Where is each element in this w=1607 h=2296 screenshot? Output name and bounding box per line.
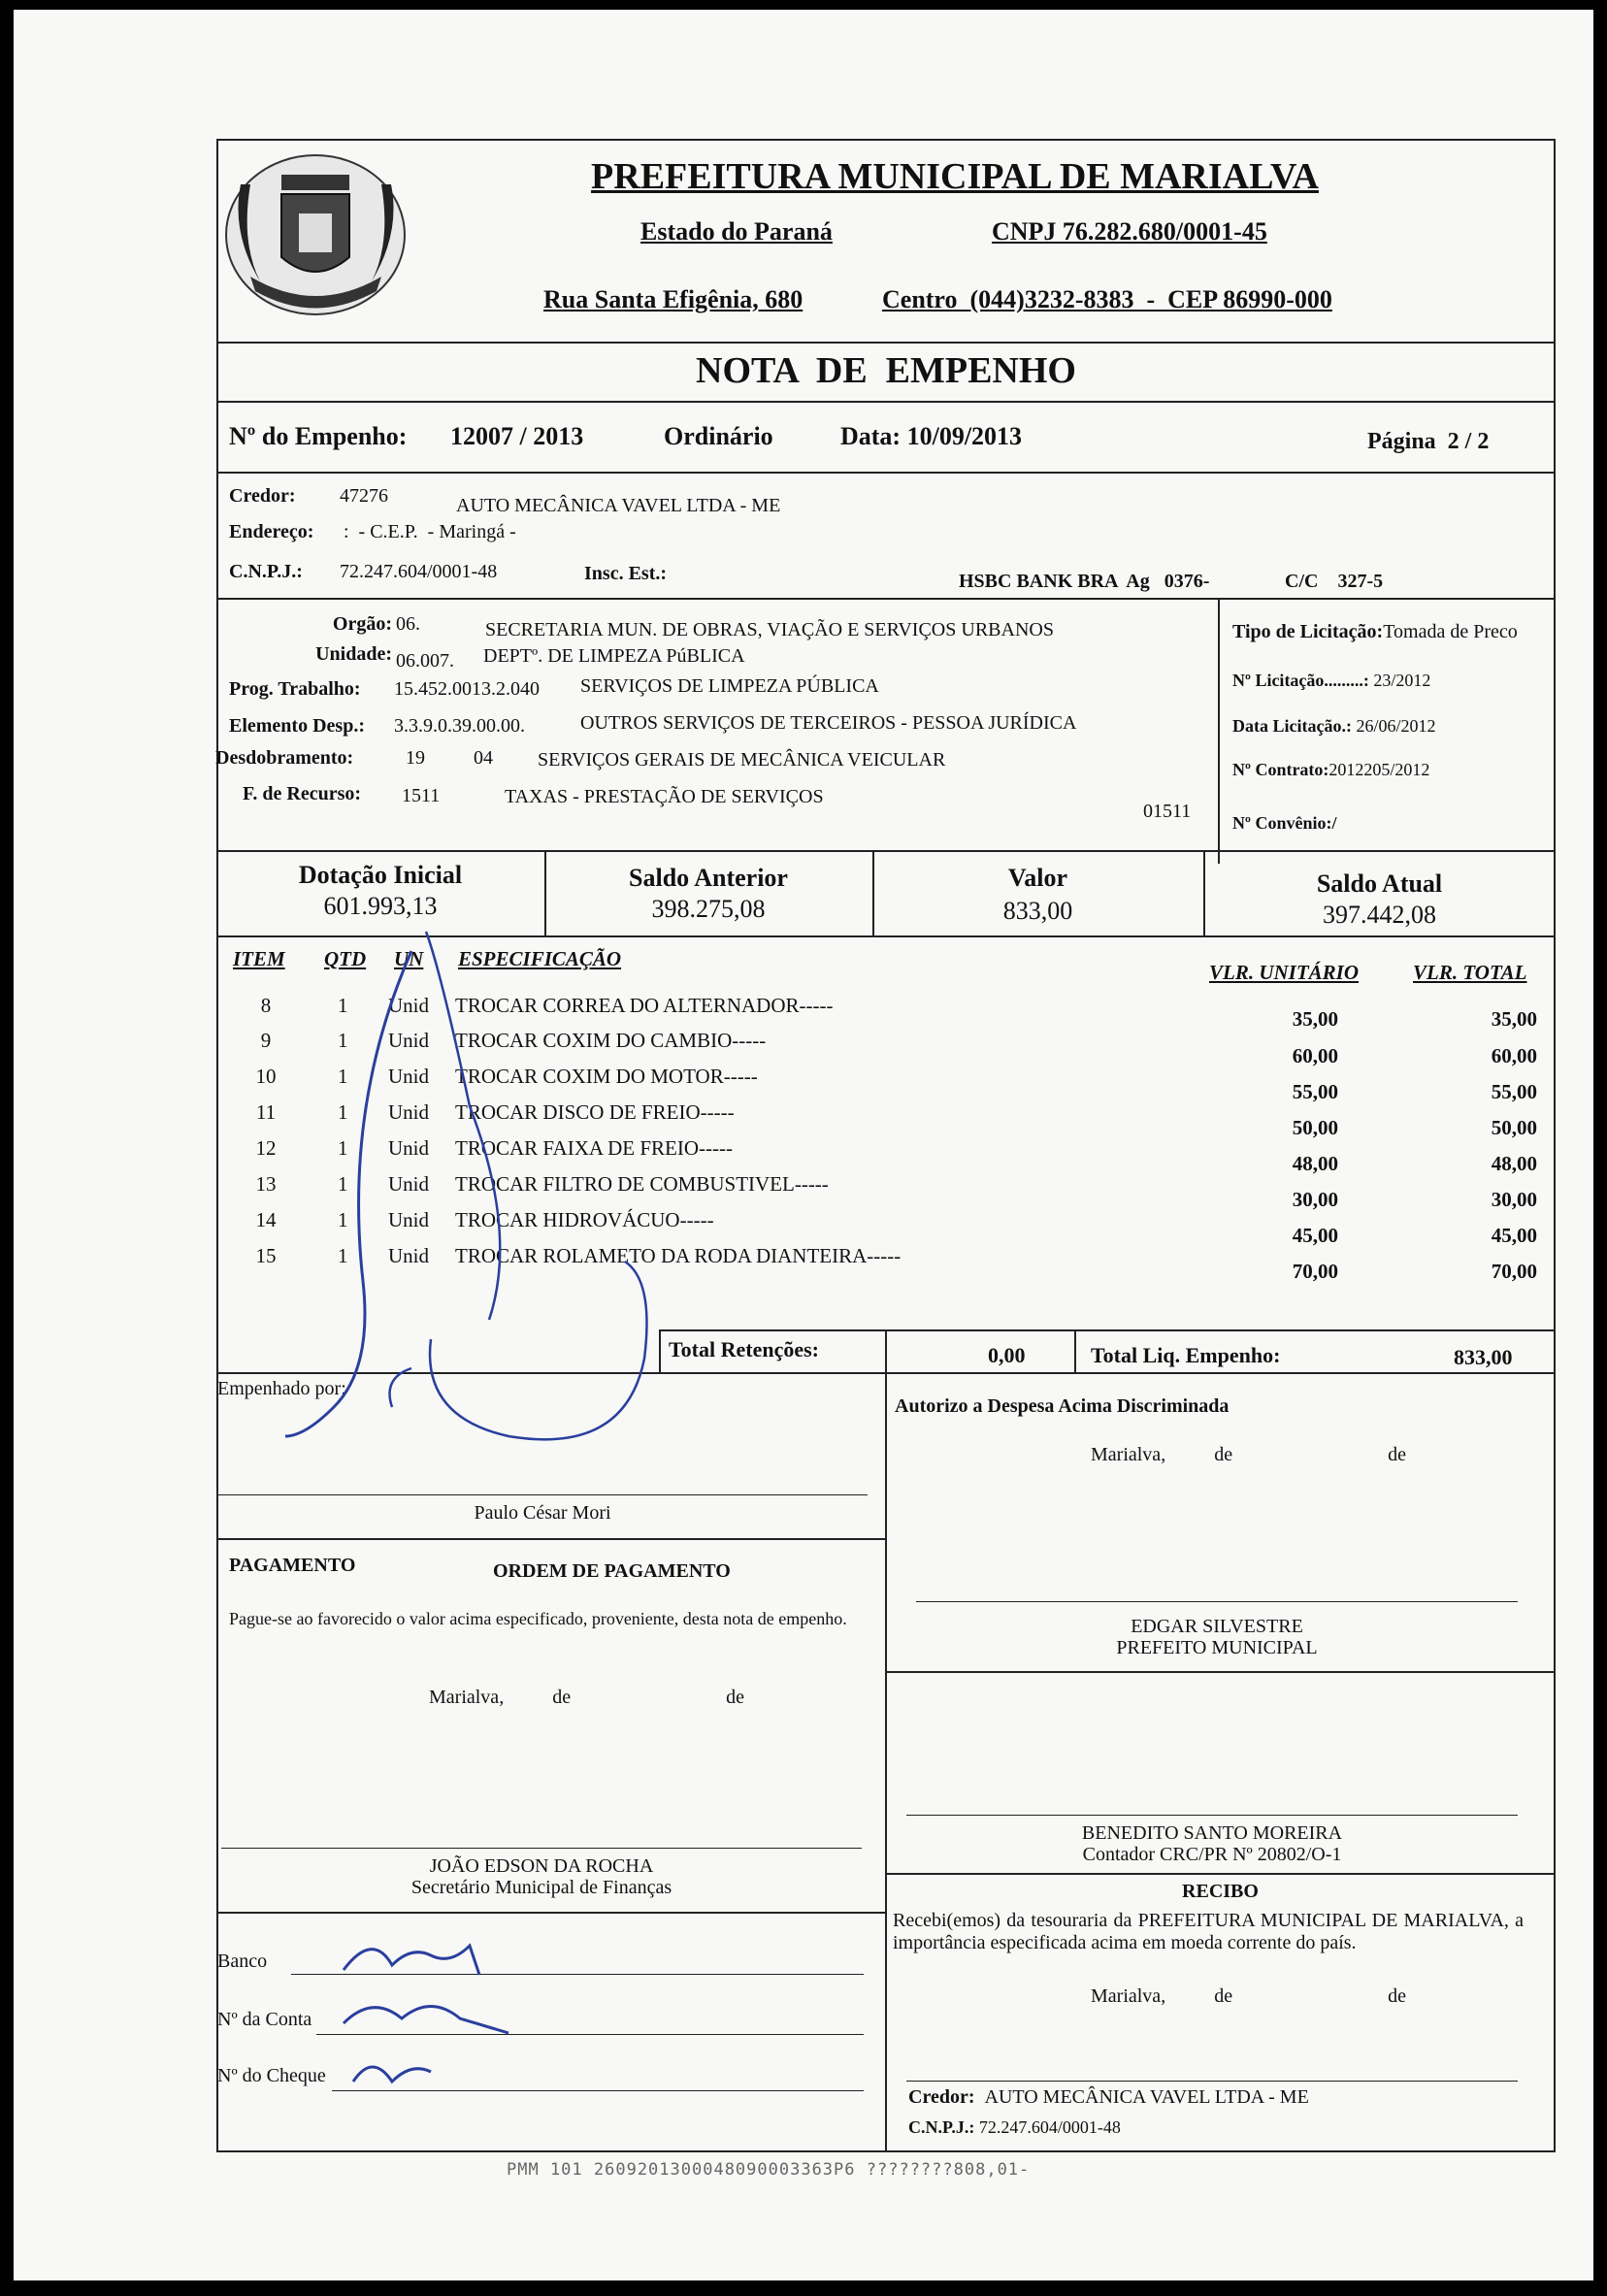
credor-cnpj-label: C.N.P.J.: [229,561,303,582]
elemento-label: Elemento Desp.: [229,715,365,737]
prog-label: Prog. Trabalho: [229,678,361,700]
orgao-name: SECRETARIA MUN. DE OBRAS, VIAÇÃO E SERVIÇOS URBANOS [485,619,1054,640]
col-qtd: QTD [324,947,367,970]
saldo-atual-label: Saldo Atual [1316,869,1443,898]
banco-signature [334,1926,547,2106]
page-number: Página 2 / 2 [1367,429,1490,454]
list-item: 9 1 Unid TROCAR COXIM DO CAMBIO----- 60,00 60,00 [260,1029,1537,1067]
col-especificacao: ESPECIFICAÇÃO [458,947,622,970]
pagamento-date-line: Marialva, de de [429,1687,744,1708]
total-retencoes-value: 0,00 [988,1343,1026,1367]
empenhado-por-label: Empenhado por: [217,1378,346,1399]
autorizo-date-line: Marialva, de de [1091,1444,1406,1465]
contador-nome: BENEDITO SANTO MOREIRA [1081,1822,1343,1844]
elemento-code: 3.3.9.0.39.00.00. [394,715,525,737]
list-item: 14 1 Unid TROCAR HIDROVÁCUO----- 45,00 45,00 [255,1208,1537,1247]
prefeito-cargo: PREFEITO MUNICIPAL [1116,1637,1318,1658]
col-vlr-unitario: VLR. UNITÁRIO [1209,961,1360,984]
recibo-text: Recebi(emos) da tesouraria da PREFEITURA MUNICIPAL DE MARIALVA, a importância especificada acima em moeda corrente do país. [893,1910,1524,1953]
recurso-code2: 01511 [1143,801,1192,822]
header-address: Rua Santa Efigênia, 680 [543,285,804,313]
unidade-name: DEPTº. DE LIMPEZA PúBLICA [483,645,745,667]
header-title: PREFEITURA MUNICIPAL DE MARIALVA [591,156,1319,197]
footer-code: PMM 101 2609201300048090003363P6 ????????808,01- [507,2160,1031,2180]
empenhado-por-nome: Paulo César Mori [474,1502,611,1524]
orgao-code: 06. [396,613,420,635]
coat-of-arms-logo [221,146,410,320]
total-retencoes-label: Total Retenções: [669,1337,819,1361]
conta-label: Nº da Conta [217,2009,312,2030]
ordem-pagamento-label: ORDEM DE PAGAMENTO [493,1560,731,1582]
desdobramento-code2: 04 [474,747,493,769]
desdobramento-name: SERVIÇOS GERAIS DE MECÂNICA VEICULAR [538,749,946,771]
header-state: Estado do Paraná [640,217,833,246]
list-item: 13 1 Unid TROCAR FILTRO DE COMBUSTIVEL----- 30,00 30,00 [255,1172,1537,1211]
header-cnpj: CNPJ 76.282.680/0001-45 [992,217,1267,246]
num-licitacao: Nº Licitação.........: 23/2012 [1232,671,1431,690]
prog-code: 15.452.0013.2.040 [394,678,540,700]
orgao-label: Orgão: [332,613,392,635]
dotacao-value: 601.993,13 [323,892,438,920]
document-page [14,10,1593,2280]
endereco-label: Endereço: [229,521,314,542]
empenho-date: Data: 10/09/2013 [840,422,1023,450]
list-item: 11 1 Unid TROCAR DISCO DE FREIO----- 50,00 50,00 [255,1100,1537,1139]
prog-name: SERVIÇOS DE LIMPEZA PÚBLICA [580,675,879,697]
data-licitacao: Data Licitação.: 26/06/2012 [1232,716,1436,736]
recibo-cnpj: C.N.P.J.: 72.247.604/0001-48 [908,2117,1121,2137]
bank-cc: C/C 327-5 [1285,571,1384,592]
recurso-name: TAXAS - PRESTAÇÃO DE SERVIÇOS [505,786,824,807]
header-contact: Centro (044)3232-8383 - CEP 86990-000 [882,285,1332,313]
credor-code: 47276 [340,485,388,507]
pague-text: Pague-se ao favorecido o valor acima especificado, proveniente, desta nota de empenho. [229,1609,847,1628]
saldo-atual-value: 397.442,08 [1323,901,1436,929]
credor-label: Credor: [229,485,296,507]
total-liq-label: Total Liq. Empenho: [1091,1343,1281,1367]
credor-cnpj: 72.247.604/0001-48 [340,561,498,582]
col-item: ITEM [233,947,285,970]
document-title: NOTA DE EMPENHO [696,350,1076,391]
contador-cargo: Contador CRC/PR Nº 20802/O-1 [1082,1844,1342,1865]
recibo-label: RECIBO [1182,1881,1259,1902]
list-item: 10 1 Unid TROCAR COXIM DO MOTOR----- 55,00 55,00 [255,1065,1537,1103]
cheque-label: Nº do Cheque [217,2065,326,2086]
valor-label: Valor [1007,864,1068,892]
credor-name: AUTO MECÂNICA VAVEL LTDA - ME [456,495,781,516]
recurso-label: F. de Recurso: [243,783,362,804]
prefeito-nome: EDGAR SILVESTRE [1131,1616,1303,1637]
empenho-type: Ordinário [664,422,773,450]
bank-info: HSBC BANK BRA Ag 0376- [959,571,1210,592]
list-item: 15 1 Unid TROCAR ROLAMETO DA RODA DIANTEIRA----- 70,00 70,00 [255,1244,1537,1283]
dotacao-label: Dotação Inicial [298,861,463,889]
elemento-name: OUTROS SERVIÇOS DE TERCEIROS - PESSOA JURÍDICA [580,712,1077,734]
autorizo-label: Autorizo a Despesa Acima Discriminada [895,1395,1230,1417]
banco-label: Banco [217,1951,268,1972]
recibo-date-line: Marialva, de de [1091,1985,1406,2007]
desdobramento-code1: 19 [406,747,425,769]
desdobramento-label: Desdobramento: [215,747,354,769]
unidade-label: Unidade: [315,643,392,665]
num-convenio: Nº Convênio:/ [1232,813,1337,833]
list-item: 12 1 Unid TROCAR FAIXA DE FREIO----- 48,00 48,00 [255,1136,1537,1175]
recibo-credor: Credor: AUTO MECÂNICA VAVEL LTDA - ME [908,2086,1309,2108]
pagamento-label: PAGAMENTO [229,1555,356,1576]
insc-est-label: Insc. Est.: [584,563,668,584]
saldo-anterior-value: 398.275,08 [651,895,766,923]
col-un: UN [394,947,424,970]
handwritten-marks [217,912,703,1514]
endereco-value: : - C.E.P. - Maringá - [344,521,516,542]
valor-value: 833,00 [1002,897,1073,925]
empenho-label: Nº do Empenho: [229,422,408,450]
tipo-licitacao-label: Tipo de Licitação:Tomada de Preco [1232,621,1518,642]
num-contrato: Nº Contrato:2012205/2012 [1232,760,1430,779]
list-item: 8 1 Unid TROCAR CORREA DO ALTERNADOR----- 35,00 35,00 [260,994,1537,1031]
saldo-anterior-label: Saldo Anterior [629,864,788,892]
secretario-nome: JOÃO EDSON DA ROCHA [429,1855,654,1877]
col-vlr-total: VLR. TOTAL [1413,961,1527,984]
total-liq-value: 833,00 [1454,1345,1513,1369]
secretario-cargo: Secretário Municipal de Finanças [410,1877,672,1898]
unidade-code: 06.007. [396,650,454,672]
empenho-number: 12007 / 2013 [450,422,584,450]
recurso-code: 1511 [402,785,441,806]
